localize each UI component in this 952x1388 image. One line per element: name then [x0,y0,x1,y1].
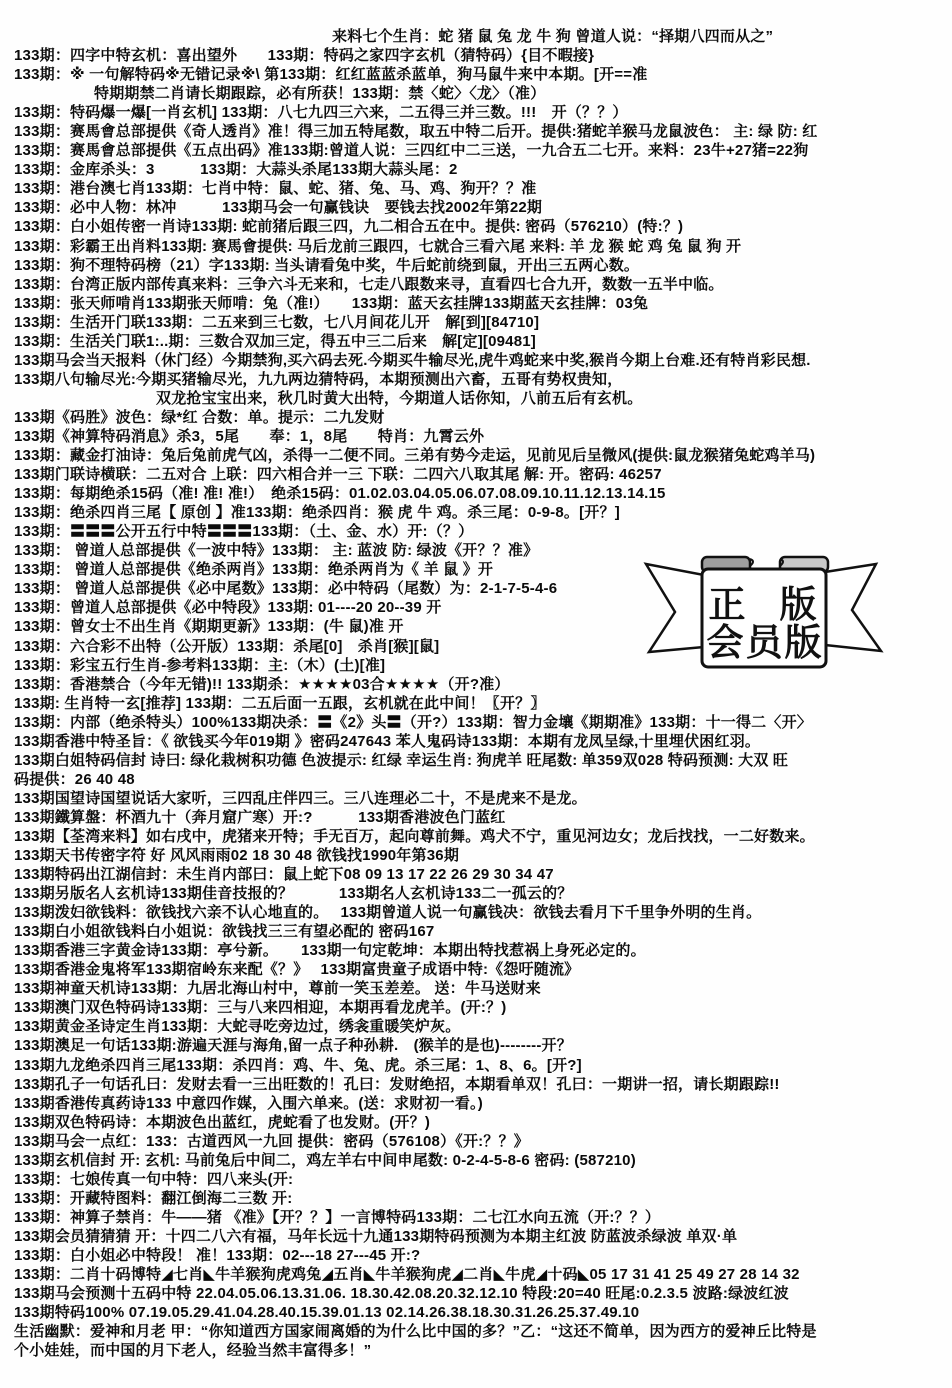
text-line: 133期：彩宝五行生肖-参考料133期：主:（木）(土)[准] [14,656,386,674]
text-line: 133期：每期绝杀15码（准! 准! 准!） 绝杀15码：01.02.03.04.05.06.07.08.09.10.11.12.13.14.15 [14,485,666,503]
text-line: 133期黄金圣诗定生肖133期：大蛇寻吃旁边过，绣衾重暖笑炉灰。 [14,1018,461,1036]
text-line: 133期：※ 一句解特码※无错记录※\ 第133期：红红蓝蓝杀蓝单，狗马鼠牛来中本期。[开==准 [14,66,648,84]
text-line: 133期马会预测十五码中特 22.04.05.06.13.31.06. 18.30.42.08.20.32.12.10 特段:20=40 旺尾:0.2.3.5 波路:绿波红波 [14,1285,789,1303]
text-line: 133期【荃湾来料】如右戌中，虎猪来开特；手无百万，起向尊前舞。鸡犬不宁，重见河边女；龙后找找，一二好数来。 [14,827,815,845]
text-line: 133期：香港禁合（今年无错)!! 133期杀：★★★★03合★★★★（开?准） [14,675,510,693]
text-line: 133期马会当天报料（休门经）今期禁狗,买六码去死.今期买牛输尽光,虎牛鸡蛇来中奖,猴肖今期上台难.还有特肖彩民想. [14,351,811,369]
document-body [14,27,948,1360]
text-line: 133期： 曾道人总部提供《一波中特》133期： 主: 蓝波 防: 绿波《开？？准》 [14,542,539,560]
text-line: 双龙抢宝宝出来，秋几时黄大出特，今期道人话你知，八前五后有玄机。 [156,389,643,407]
text-line: 133期：狗不理特码榜（21）字133期: 当头请看兔中奖，牛后蛇前绕到鼠，开出三五两心数。 [14,256,640,274]
text-line: 133期：港台澳七肖133期：七肖中特：鼠、蛇、猪、兔、马、鸡、狗开？？准 [14,180,537,198]
banner-text-zheng: 正 [708,585,746,626]
text-line: 133期： 曾道人总部提供《绝杀两肖》133期：绝杀两肖为《 羊 鼠 》开 [14,561,494,579]
text-line: 133期：六合彩不出特（公开版）133期：杀尾[0] 杀肖[猴][鼠] [14,637,440,655]
text-line: 133期八句输尽光:今期买猪输尽光，九九两边猜特码，本期预测出六畜，五哥有势权贵知， [14,370,623,388]
text-line: 码提供：26 40 48 [14,770,135,788]
text-line: 133期会员猜猜猜 开：十四二八六有福，马年长远十九通133期特码预测为本期主红波 防蓝波杀绿波 单双·单 [14,1227,738,1245]
ribbon-scroll-graphic [640,551,892,673]
text-line: 生活幽默：爱神和月老 甲：“你知道西方国家闹离婚的为什么比中国的多？”乙：“这还不简单，因为西方的爱神丘比特是 [14,1323,817,1341]
text-line: 133期：二肖十码博特◢七肖◣牛羊猴狗虎鸡兔◢五肖◣牛羊猴狗虎◢二肖◣牛虎◢十码◣05 17 31 41 25 49 27 28 14 32 [14,1266,800,1284]
text-line: 133期：张天师啃肖133期张天师啃：兔（准!） 133期：蓝天玄挂牌133期蓝天玄挂牌：03兔 [14,294,649,312]
text-line: 133期澳足一句话133期:游遍天涯与海角,留一点子种孙耕. (猴羊的是也)--------开？ [14,1037,572,1055]
text-line: 133期：内部（绝杀特头）100%133期决杀：〓《2》头〓（开?）133期：智力金壤《期期准》133期：十一得二〈开〉 [14,713,812,731]
text-line: 133期门联诗横联：二五对合 上联：四六相合并一三 下联：二四六八取其尾 解: 开。密码: 46257 [14,466,662,484]
text-line: 133期：白小姐传密一肖诗133期: 蛇前猪后跟三四，九二相合五在中。提供: 密码（576210）(特:？) [14,218,684,236]
text-line: 133期神童天机诗133期：九居北海山村中，尊前一笑玉差差。 送：牛马送财来 [14,980,541,998]
text-line: 133期：赛馬會总部提供《五点出码》准133期:曾道人说：三四红中二三送，一九合五二七开。来料：23牛+27猪=22狗 [14,142,809,160]
text-line: 133期：生活关门联1:..期：三数合双加三定，得五中三二后来 解[定][09481] [14,332,536,350]
text-line: 133期双色特码诗：本期波色出蓝红，虎蛇看了也发财。(开？) [14,1113,431,1131]
text-line: 133期：神算子禁肖：牛——猪 《准》【开？？】一言博特码133期：二七江水向五流（开:？？） [14,1208,661,1226]
banner-text-ban: 版 [779,585,817,626]
ribbon-left-tail [646,564,704,652]
text-line: 133期：特码爆一爆[一肖玄机] 133期：八七九四三六来，二五得三并三数。!!! 开（？？） [14,104,628,122]
text-line: 133期：开藏特图料：翻江倒海二三数 开: [14,1189,293,1207]
text-line: 133期孔子一句话孔曰：发财去看一三出旺数的！孔曰：发财绝招，本期看单双！孔曰：一期讲一招，请长期跟踪!! [14,1075,780,1093]
text-line: 133期白小姐欲钱料白小姐说：欲钱找三三有望必配的 密码167 [14,923,435,941]
text-line: 133期：绝杀四肖三尾【 原创 】准133期：绝杀四肖：猴 虎 牛 鸡。杀三尾：0-9-8。[开？] [14,504,620,522]
text-line: 133期：必中人物：林冲 133期马会一句赢钱诀 要钱去找2002年第22期 [14,199,543,217]
text-line: 133期：曾道人总部提供《必中特段》133期: 01----20 20--39 开 [14,599,442,617]
text-line: 133期：七娘传真一句中特：四八来头(开: [14,1170,294,1188]
text-line: 133期：金库杀头：3 133期：大蒜头杀尾133期大蒜头尾：2 [14,161,458,179]
text-line: 特期期禁二肖请长期跟踪，必有所获！133期：禁〈蛇〉〈龙〉（准） [94,85,546,103]
text-line: 133期《码胜》波色：绿*红 合数：单。提示：二九发财 [14,408,385,426]
text-line: 133期马会一点红：133：古道西风一九回 提供：密码（576108）《开:？？》 [14,1132,529,1150]
member-edition-banner [640,551,892,673]
text-line: 133期澳门双色特码诗133期：三与八来四相迎，本期再看龙虎羊。(开:？) [14,999,507,1017]
text-line: 133期九龙绝杀四肖三尾133期：杀四肖：鸡、牛、兔、虎。杀三尾：1、8、6。[开?] [14,1056,582,1074]
text-line: 个小娃娃，而中国的月下老人，经验当然丰富得多！” [14,1342,372,1360]
text-line: 133期另版名人玄机诗133期佳音技报的？ 133期名人玄机诗133二一孤云的？ [14,885,573,903]
text-line: 133期：〓〓〓公开五行中特〓〓〓133期：（土、金、水）开:（？） [14,523,474,541]
text-line: 133期天书传密字符 好 风风雨雨02 18 30 48 欲钱找1990年第36期 [14,847,460,865]
text-line: 133期：藏金打油诗：兔后兔前虎气凶，杀得一二便不同。三弟有势今走运，见前见后呈微风(提供:鼠龙猴猪兔蛇鸡羊马) [14,447,816,465]
text-line: 133期香港传真药诗133 中意四作媒，入围六单来。(送：求财初一看。) [14,1094,483,1112]
banner-text-huiyuanban: 会员版 [706,623,824,664]
text-line: 133期白姐特码信封 诗曰: 绿化栽树积功德 色波提示: 红绿 幸运生肖: 狗虎羊 旺尾数: 单359双028 特码预测: 大双 旺 [14,751,789,769]
text-line: 来料七个生肖：蛇 猪 鼠 兔 龙 牛 狗 曾道人说：“择期八四而从之” [332,28,774,45]
text-line: 133期香港三字黄金诗133期：亭兮新。 133期一句定乾坤：本期出特找惹祸上身死必定的。 [14,942,646,960]
text-line: 133期：白小姐必中特段！ 准！133期：02---18 27---45 开:? [14,1247,421,1264]
text-line: 133期：曾女士不出生肖《期期更新》133期：(牛 鼠)准 开 [14,618,404,636]
text-line: 133期香港中特圣旨：《 欲钱买今年019期 》密码247643 苯人鬼码诗133期：本期有龙凤呈绿,十里埋伏困红羽。 [14,732,761,750]
text-line: 133期泼妇欲钱料：欲钱找六亲不认心地直的。 133期曾道人说一句赢钱决：欲钱去看月下千里争外明的生肖。 [14,904,762,922]
text-line: 133期：彩霸王出肖料133期: 赛馬會提供: 马后龙前三跟四，七就合三看六尾 来料: 羊 龙 猴 蛇 鸡 兔 鼠 狗 开 [14,237,742,255]
text-line: 133期：四字中特玄机：喜出望外 133期：特码之家四字玄机（猜特码）{目不暇接} [14,47,595,65]
ribbon-right-tail [825,564,881,651]
text-line: 133期国望诗国望说话大家听，三四乱庄伴四三。三八连理必二十，不是虎来不是龙。 [14,789,587,807]
text-line: 133期：台湾正版内部传真来料：三争六斗无来和，七走八跟数来寻，直看四七合九开，数数一五半中临。 [14,275,724,293]
text-line: 133期： 曾道人总部提供《必中尾数》133期：必中特码（尾数）为：2-1-7-5-4-6 [14,580,558,598]
text-line: 133期特码100% 07.19.05.29.41.04.28.40.15.39.01.13 02.14.26.38.18.30.31.26.25.37.49.10 [14,1304,640,1322]
text-line: 133期特码出江湖信封：未生肖内部曰：鼠上蛇下08 09 13 17 22 26 29 30 34 47 [14,866,554,884]
text-line: 133期：赛馬會总部提供《奇人透肖》准！得三加五特尾数，取五中特二后开。提供:猪蛇羊猴马龙鼠波色： 主: 绿 防: 红 [14,123,818,141]
text-line: 133期香港金鬼将军133期宿岭东来配《？》 133期富贵童子成语中特:《怨吁随流》 [14,961,580,979]
text-line: 133期《神算特码消息》杀3，5尾 奉：1，8尾 特肖：九霄云外 [14,427,485,445]
text-line: 133期：生活开门联133期：二五来到三七数，七八月间花儿开 解[到][84710] [14,313,540,331]
text-line: 133期: 生肖特一玄[推荐] 133期：二五后面一五跟，玄机就在此中间！〖开？〗 [14,694,546,712]
text-line: 133期鐵算盤：杯酒九十（奔月窟广寒）开:? 133期香港波色门蓝红 [14,808,506,826]
text-line: 133期玄机信封 开: 玄机: 马前兔后中间二，鸡左羊右中间申尾数: 0-2-4-5-8-6 密码: (587210) [14,1151,636,1169]
